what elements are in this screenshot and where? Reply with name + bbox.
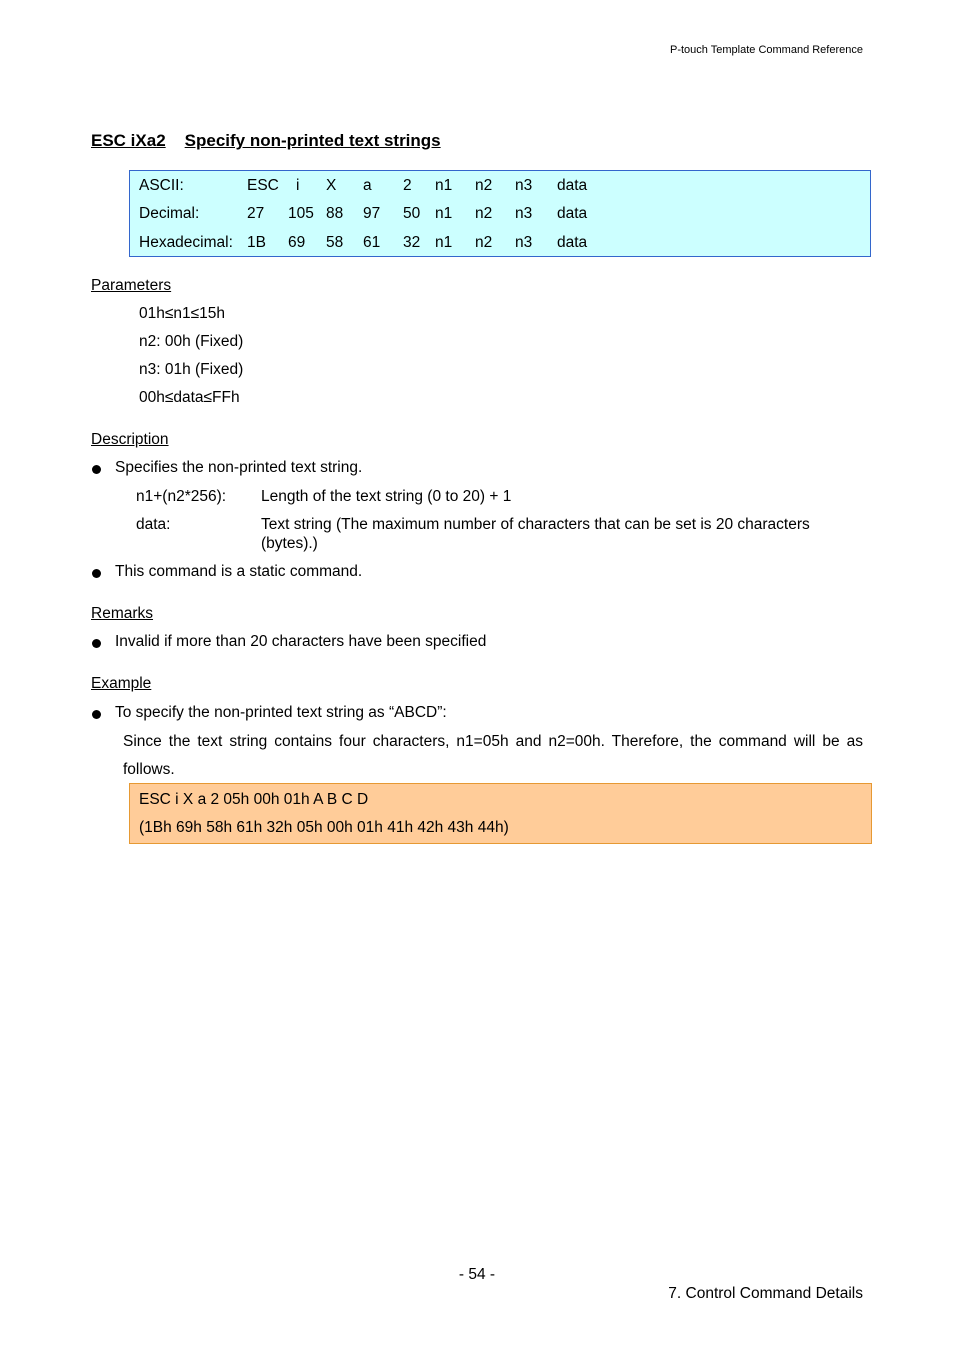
bullet-item: This command is a static command. bbox=[115, 563, 363, 580]
running-header: P-touch Template Command Reference bbox=[669, 44, 863, 56]
command-row-hex bbox=[130, 234, 870, 254]
cell: 69 bbox=[288, 234, 306, 251]
parameter-item: 01h≤n1≤15h bbox=[139, 305, 225, 322]
parameter-item: n3: 01h (Fixed) bbox=[139, 361, 244, 378]
example-code-box bbox=[129, 783, 872, 844]
cell: 58 bbox=[326, 234, 344, 251]
cell: n2 bbox=[475, 234, 493, 251]
example-explanation-cont: follows. bbox=[123, 761, 175, 778]
section-title bbox=[91, 131, 441, 151]
cell: X bbox=[326, 177, 337, 194]
bullet-item: Invalid if more than 20 characters have been specified bbox=[115, 633, 487, 650]
row-label: ASCII: bbox=[139, 177, 184, 194]
code-line: (1Bh 69h 58h 61h 32h 05h 00h 01h 41h 42h 43h 44h) bbox=[139, 819, 509, 836]
command-row-decimal bbox=[130, 205, 870, 225]
cell: a bbox=[363, 177, 372, 194]
cell: n3 bbox=[515, 205, 533, 222]
parameter-item: 00h≤data≤FFh bbox=[139, 389, 240, 406]
cell: 27 bbox=[247, 205, 265, 222]
parameters-heading: Parameters bbox=[91, 277, 172, 294]
description-heading: Description bbox=[91, 431, 169, 448]
definition-text: Length of the text string (0 to 20) + 1 bbox=[261, 488, 512, 505]
footer-section: 7. Control Command Details bbox=[668, 1285, 863, 1302]
cell: n2 bbox=[475, 177, 493, 194]
row-label: Decimal: bbox=[139, 205, 200, 222]
cell: 105 bbox=[288, 205, 314, 222]
cell: 97 bbox=[363, 205, 381, 222]
cell: data bbox=[557, 205, 588, 222]
cell: ESC bbox=[247, 177, 279, 194]
cell: n2 bbox=[475, 205, 493, 222]
example-heading: Example bbox=[91, 675, 152, 692]
parameter-item: n2: 00h (Fixed) bbox=[139, 333, 244, 350]
page-number: - 54 - bbox=[458, 1266, 496, 1283]
command-name: ESC iXa2 bbox=[91, 131, 166, 150]
cell: 1B bbox=[247, 234, 266, 251]
definition-term: data: bbox=[136, 516, 171, 533]
command-box bbox=[129, 170, 871, 257]
definition-term: n1+(n2*256): bbox=[136, 488, 227, 505]
definition-text-cont: (bytes).) bbox=[261, 535, 318, 552]
command-description: Specify non-printed text strings bbox=[184, 131, 441, 150]
cell: n1 bbox=[435, 234, 453, 251]
definition-text: Text string (The maximum number of characters that can be set is 20 characters bbox=[261, 516, 810, 533]
cell: n3 bbox=[515, 177, 533, 194]
bullet-item: To specify the non-printed text string as “ABCD”: bbox=[115, 704, 447, 721]
cell: 2 bbox=[403, 177, 412, 194]
cell: n1 bbox=[435, 205, 453, 222]
command-row-ascii bbox=[130, 177, 870, 197]
cell: i bbox=[296, 177, 300, 194]
cell: n3 bbox=[515, 234, 533, 251]
code-line: ESC i X a 2 05h 00h 01h A B C D bbox=[139, 791, 369, 808]
cell: 32 bbox=[403, 234, 421, 251]
bullet-item: Specifies the non-printed text string. bbox=[115, 459, 363, 476]
example-explanation: Since the text string contains four characters, n1=05h and n2=00h. Therefore, the command will be as bbox=[123, 733, 863, 750]
remarks-heading: Remarks bbox=[91, 605, 154, 622]
cell: data bbox=[557, 234, 588, 251]
row-label: Hexadecimal: bbox=[139, 234, 233, 251]
cell: n1 bbox=[435, 177, 453, 194]
cell: 88 bbox=[326, 205, 344, 222]
cell: 61 bbox=[363, 234, 381, 251]
cell: 50 bbox=[403, 205, 421, 222]
cell: data bbox=[557, 177, 588, 194]
